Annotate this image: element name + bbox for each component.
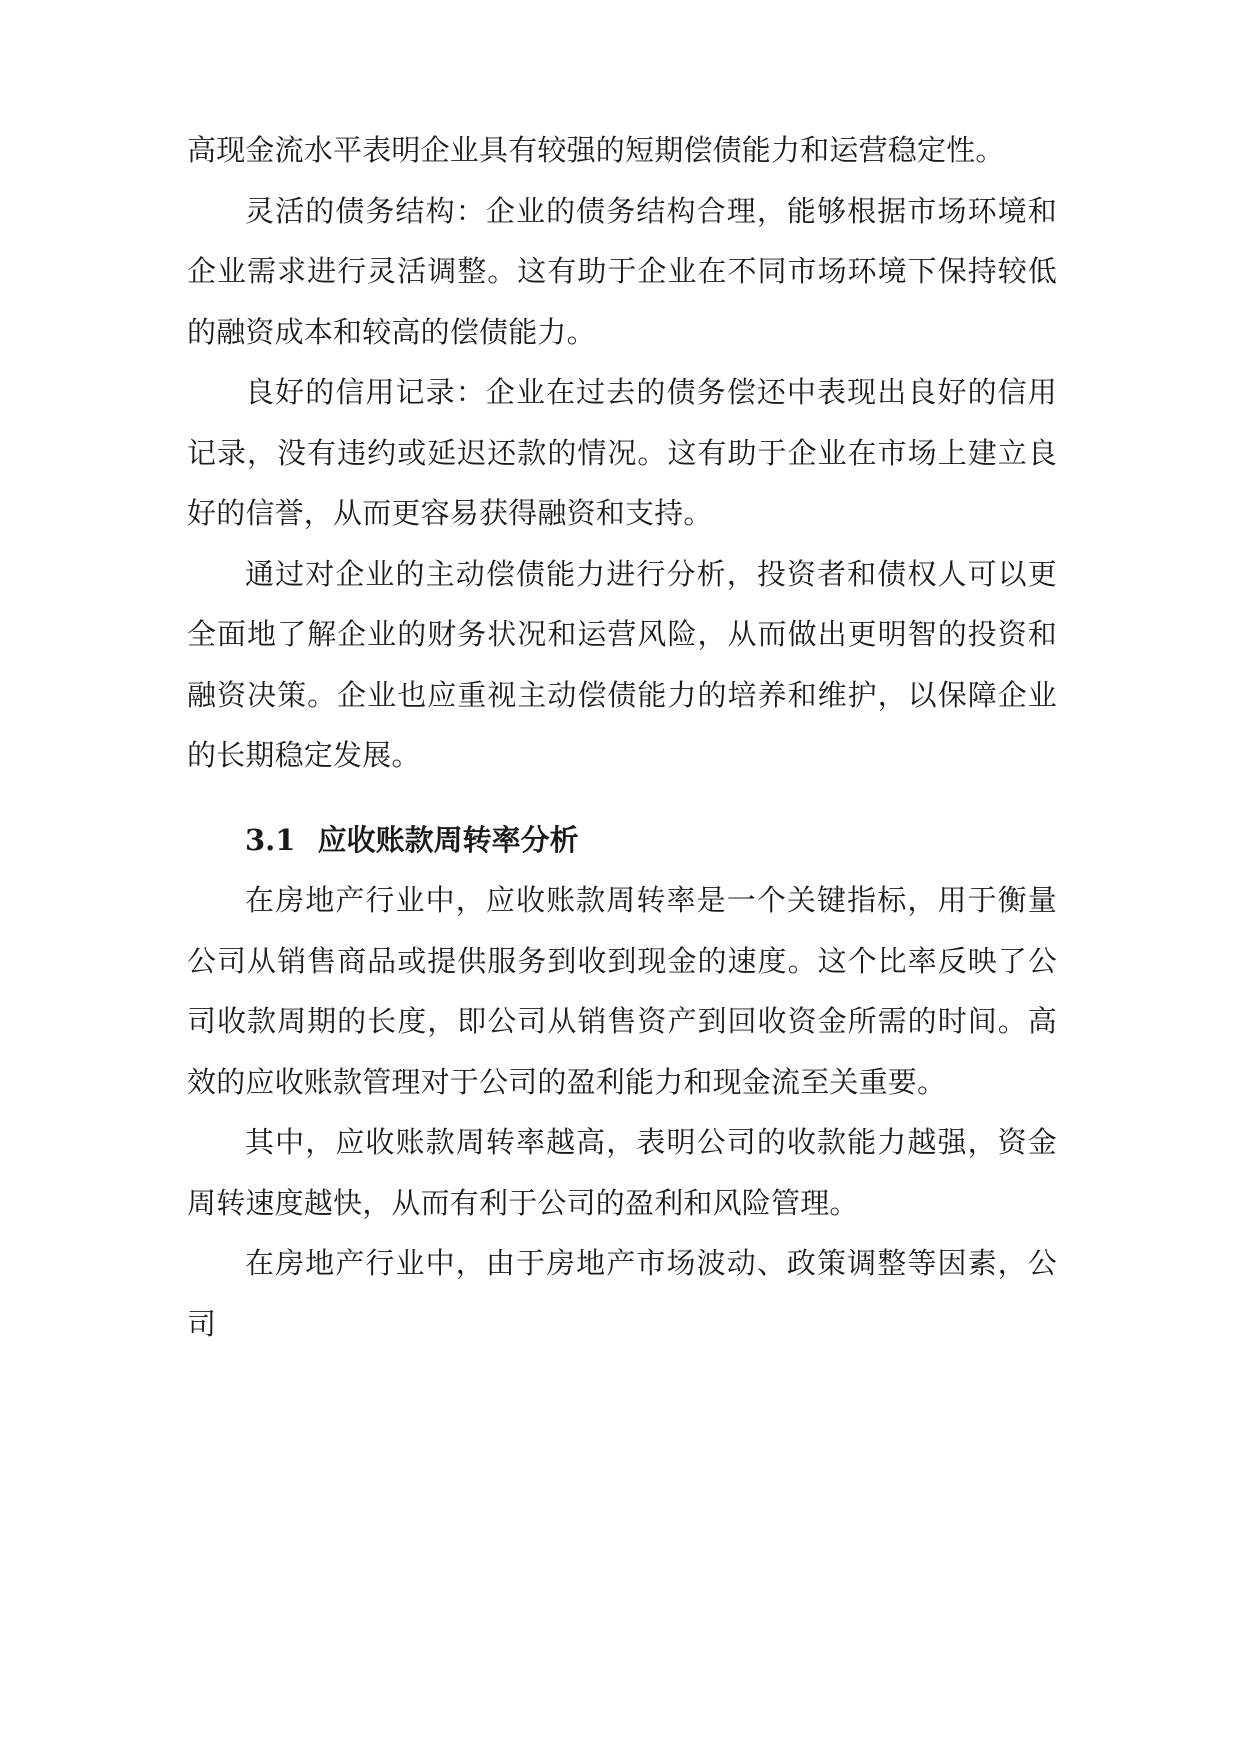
paragraph-receivables-turnover-intro: 在房地产行业中，应收账款周转率是一个关键指标，用于衡量公司从销售商品或提供服务到收到现金的速度。这个比率反映了公司收款周期的长度，即公司从销售资产到回收资金所需的时间。高效的应收账款管理对于公司的盈利能力和现金流至关重要。 — [187, 883, 1057, 1099]
document-page — [187, 120, 1057, 1354]
paragraph-receivables-turnover-higher: 其中，应收账款周转率越高，表明公司的收款能力越强，资金周转速度越快，从而有利于公司的盈利和风险管理。 — [187, 1125, 1057, 1220]
paragraph-flexible-debt-structure: 灵活的债务结构：企业的债务结构合理，能够根据市场环境和企业需求进行灵活调整。这有助于企业在不同市场环境下保持较低的融资成本和较高的偿债能力。 — [187, 193, 1057, 349]
paragraph-cash-flow-continued: 高现金流水平表明企业具有较强的短期偿债能力和运营稳定性。 — [187, 133, 1005, 167]
paragraph-active-solvency-summary: 通过对企业的主动偿债能力进行分析，投资者和债权人可以更全面地了解企业的财务状况和运营风险，从而做出更明智的投资和融资决策。企业也应重视主动偿债能力的培养和维护，以保障企业的长期稳定发展。 — [187, 556, 1057, 772]
paragraph-real-estate-factors: 在房地产行业中，由于房地产市场波动、政策调整等因素，公司 — [187, 1246, 1057, 1341]
section-number: 3.1 — [245, 822, 296, 857]
section-title: 应收账款周转率分析 — [317, 822, 579, 857]
section-heading — [187, 810, 1057, 871]
paragraph-good-credit-record: 良好的信用记录：企业在过去的债务偿还中表现出良好的信用记录，没有违约或延迟还款的情况。这有助于企业在市场上建立良好的信誉，从而更容易获得融资和支持。 — [187, 375, 1057, 530]
